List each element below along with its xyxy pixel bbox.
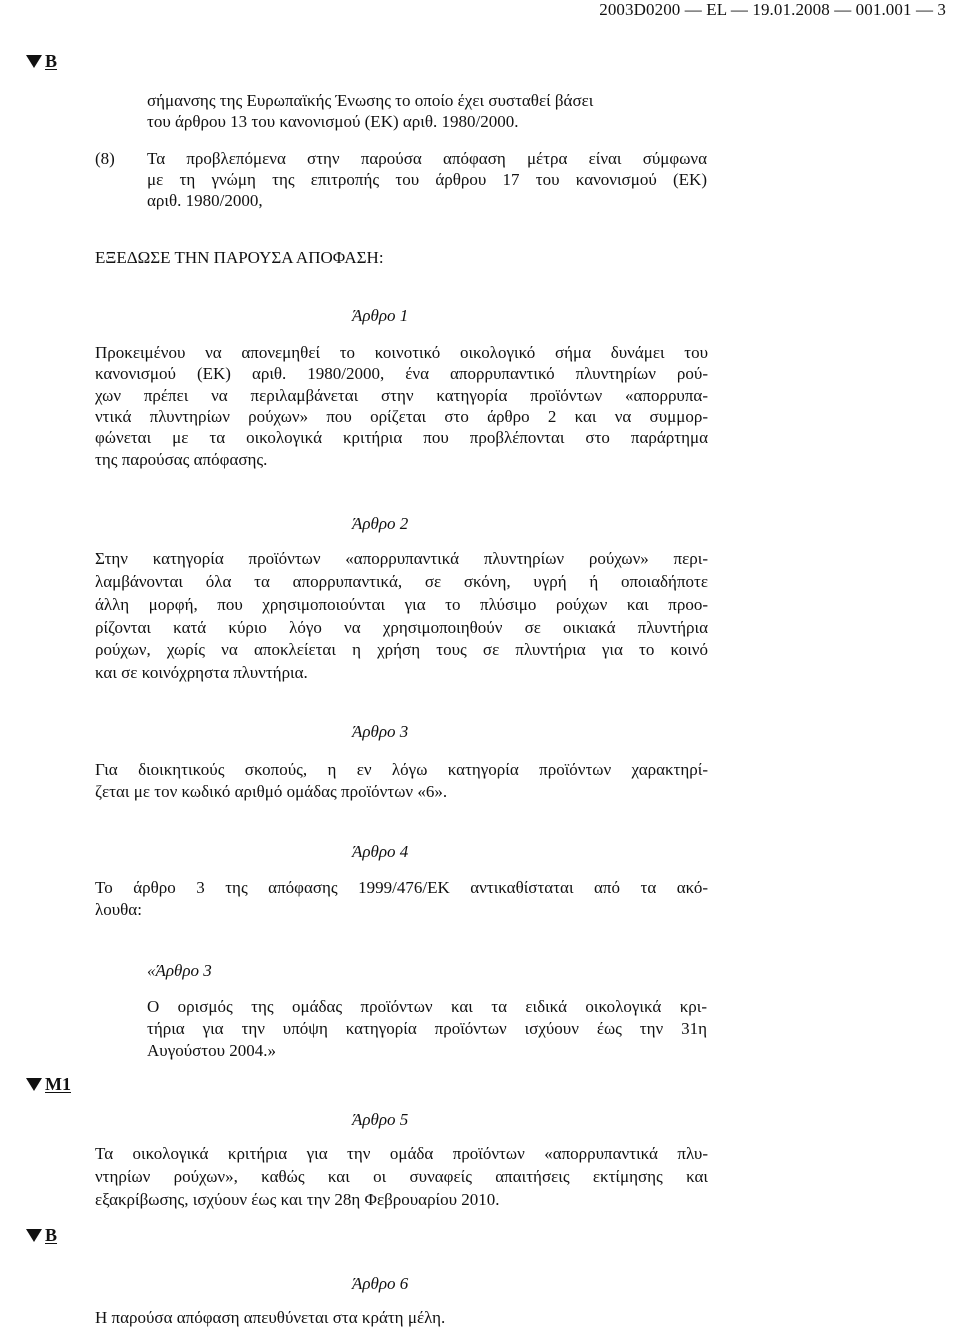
quoted-article-line: Αυγούστου 2004.» (147, 1041, 277, 1060)
recital-line: αριθ. 1980/2000, (147, 191, 263, 210)
amendment-marker-m1 (26, 1074, 71, 1095)
article-2-line: άλλη μορφή, που χρησιμοποιούνται για το πλύσιμο ρούχων και προο- (95, 595, 708, 614)
article-5-title: Άρθρο 5 (352, 1110, 409, 1129)
marker-code: B (45, 1225, 58, 1245)
article-1-line: φώνεται με τα οικολογικά κριτήρια που προβλέπονται στο παράρτημα (95, 428, 708, 447)
article-4-title: Άρθρο 4 (352, 842, 409, 861)
article-1-line: χων πρέπει να περιλαμβάνεται στην κατηγορία προϊόντων «απορρυπα- (95, 386, 708, 405)
quoted-article-3-title: «Άρθρο 3 (147, 961, 212, 980)
recital-continuation-line: του άρθρου 13 του κανονισμού (ΕΚ) αριθ. 1980/2000. (147, 112, 519, 131)
article-1-line: Προκειμένου να απονεμηθεί το κοινοτικό οικολογικό σήμα δυνάμει του (95, 343, 708, 362)
down-triangle-icon (26, 1229, 42, 1242)
amendment-marker-b-top (26, 51, 57, 72)
recital-line: Τα προβλεπόμενα στην παρούσα απόφαση μέτρα είναι σύμφωνα (147, 149, 707, 168)
down-triangle-icon (26, 55, 42, 68)
article-2-line: και σε κοινόχρηστα πλυντήρια. (95, 663, 308, 682)
recital-number: (8) (95, 149, 115, 168)
article-1-line: ντικά πλυντηρίων ρούχων» που ορίζεται στο άρθρο 2 και να συμμορ- (95, 407, 708, 426)
down-triangle-icon (26, 1078, 42, 1091)
article-5-line: ντηρίων ρούχων», καθώς και οι συναφείς απαιτήσεις εκτίμησης και (95, 1167, 708, 1186)
article-1-line: κανονισμού (ΕΚ) αριθ. 1980/2000, ένα απορρυπαντικό πλυντηρίων ρού- (95, 364, 708, 383)
article-2-line: Στην κατηγορία προϊόντων «απορρυπαντικά πλυντηρίων ρούχων» περι- (95, 549, 708, 568)
article-3-title: Άρθρο 3 (352, 722, 409, 741)
article-4-line: λουθα: (95, 900, 142, 919)
article-2-line: ρίζονται κατά κύριο λόγο να χρησιμοποιηθούν σε οικιακά πλυντήρια (95, 618, 708, 637)
article-6-title: Άρθρο 6 (352, 1274, 409, 1293)
quoted-article-line: τήρια για την υπόψη κατηγορία προϊόντων ισχύουν έως την 31η (147, 1019, 707, 1038)
article-1-title: Άρθρο 1 (352, 306, 409, 325)
article-4-line: Το άρθρο 3 της απόφασης 1999/476/ΕΚ αντικαθίσταται από τα ακό- (95, 878, 708, 897)
article-1-line: της παρούσας απόφασης. (95, 450, 268, 469)
marker-code: B (45, 51, 58, 71)
article-3-line: ζεται με τον κωδικό αριθμό ομάδας προϊόντων «6». (95, 782, 448, 801)
article-2-line: ρούχων, χωρίς να αποκλείεται η χρήση τους σε πλυντήρια για το κοινό (95, 640, 708, 659)
recital-continuation-line: σήμανσης της Ευρωπαϊκής Ένωσης το οποίο έχει συσταθεί βάσει (147, 91, 594, 110)
recital-line: με τη γνώμη της επιτροπής του άρθρου 17 του κανονισμού (ΕΚ) (147, 170, 707, 189)
amendment-marker-b-bottom (26, 1225, 57, 1246)
page-header-reference: 2003D0200 — EL — 19.01.2008 — 001.001 — 3 (599, 0, 946, 19)
article-5-line: Τα οικολογικά κριτήρια για την ομάδα προϊόντων «απορρυπαντικά πλυ- (95, 1144, 708, 1163)
article-6-line: Η παρούσα απόφαση απευθύνεται στα κράτη μέλη. (95, 1308, 446, 1327)
article-3-line: Για διοικητικούς σκοπούς, η εν λόγω κατηγορία προϊόντων χαρακτηρί- (95, 760, 708, 779)
enacting-formula: ΕΞΕΔΩΣΕ ΤΗΝ ΠΑΡΟΥΣΑ ΑΠΟΦΑΣΗ: (95, 248, 384, 267)
article-2-title: Άρθρο 2 (352, 514, 409, 533)
marker-code: M1 (45, 1074, 71, 1094)
quoted-article-line: Ο ορισμός της ομάδας προϊόντων και τα ειδικά οικολογικά κρι- (147, 997, 707, 1016)
article-5-line: εξακρίβωσης, ισχύουν έως και την 28η Φεβρουαρίου 2010. (95, 1190, 500, 1209)
article-2-line: λαμβάνονται όλα τα απορρυπαντικά, σε σκόνη, υγρή ή οποιαδήποτε (95, 572, 708, 591)
